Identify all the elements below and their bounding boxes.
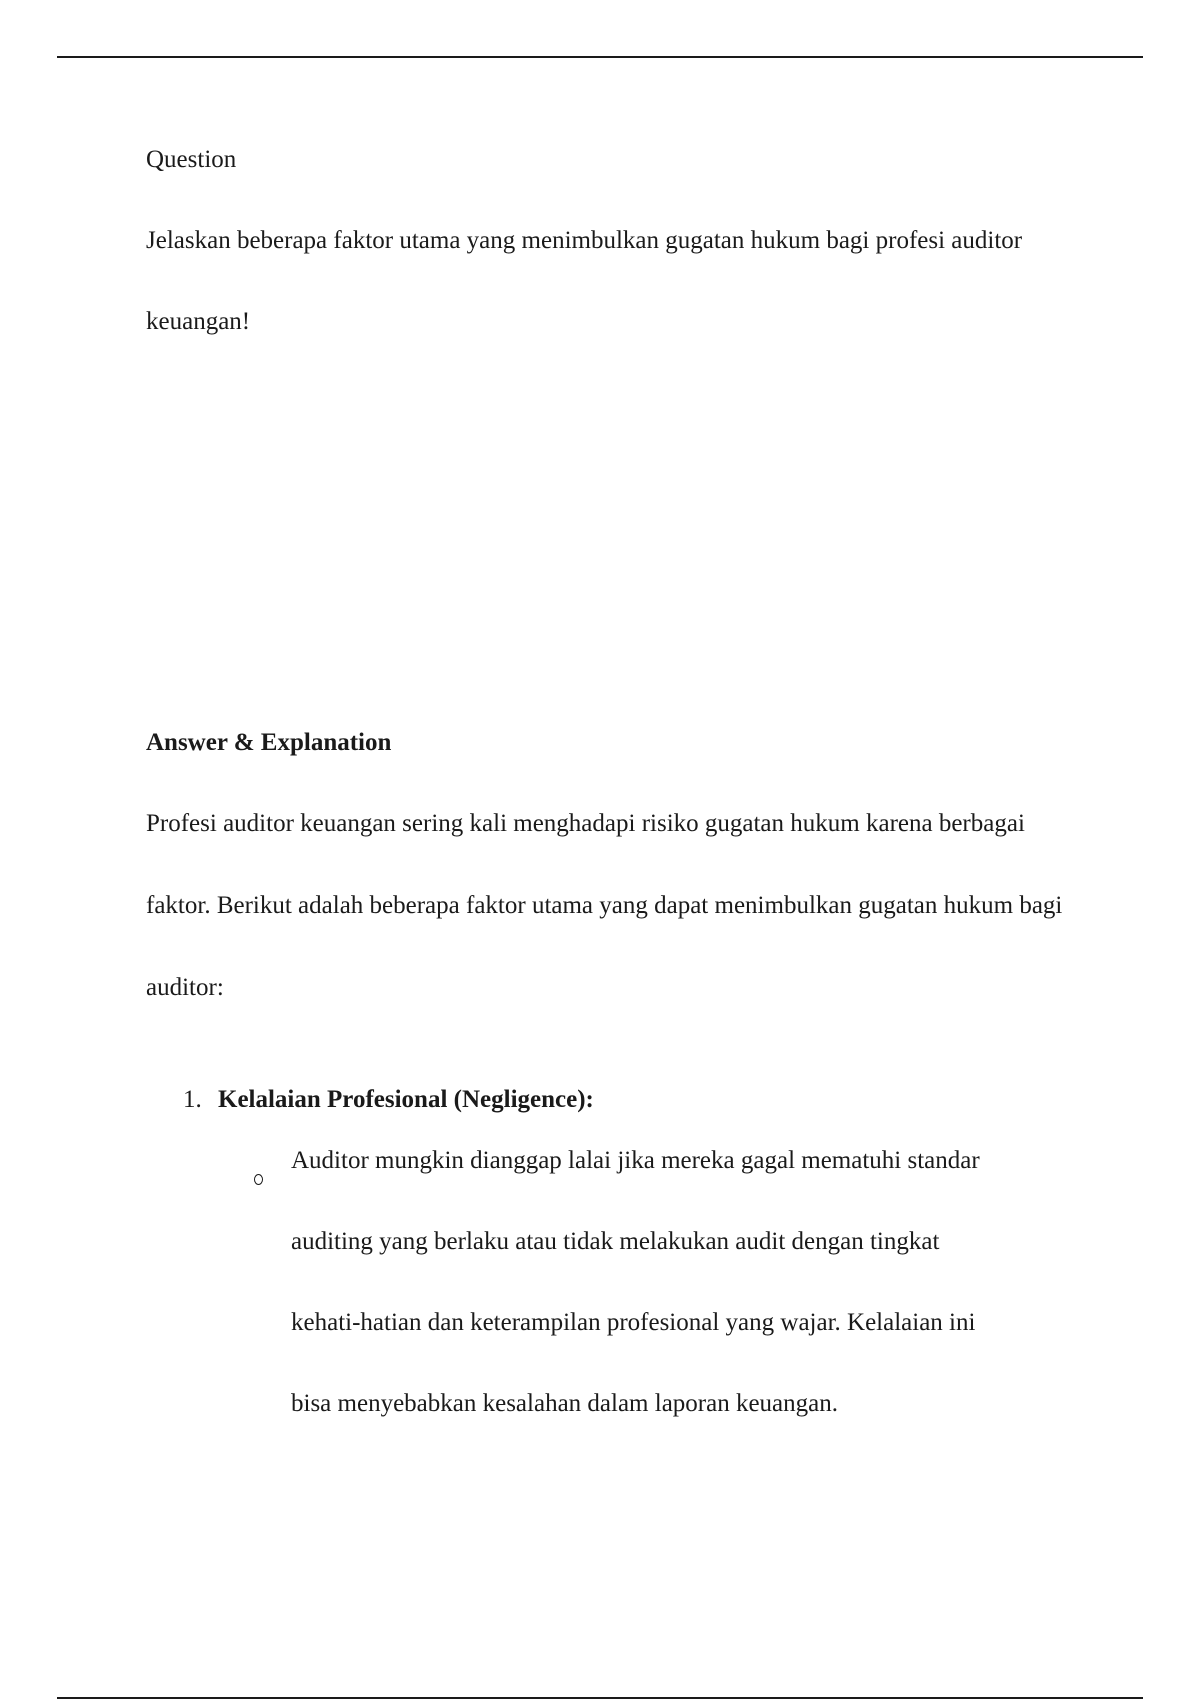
- factor-title: Kelalaian Profesional (Negligence):: [218, 1086, 594, 1113]
- question-label: Question: [146, 146, 237, 173]
- answer-heading: Answer & Explanation: [146, 729, 392, 756]
- question-text: Jelaskan beberapa faktor utama yang menimbulkan gugatan hukum bagi profesi auditor keuangan!: [146, 227, 1023, 335]
- factor-list: [146, 1080, 1066, 1417]
- page-bottom-rule: [57, 1697, 1143, 1699]
- list-item: [146, 1080, 1066, 1417]
- hollow-circle-bullet-icon: [254, 1174, 263, 1185]
- answer-intro: Profesi auditor keuangan sering kali menghadapi risiko gugatan hukum karena berbagai faktor. Berikut adalah beberapa faktor utama yang dapat menimbulkan gugatan hukum bagi auditor:: [146, 810, 1063, 1001]
- factor-point-text: Auditor mungkin dianggap lalai jika mereka gagal mematuhi standar auditing yang berlaku atau tidak melakukan audit dengan tingkat kehati-hatian dan keterampilan profesional yang wajar. Kelalaian ini bisa menyebabkan kesalahan dalam laporan keuangan.: [291, 1147, 980, 1417]
- factor-number: 1.: [183, 1086, 202, 1113]
- factor-title-row: [146, 1080, 1066, 1120]
- page-top-rule: [57, 56, 1143, 58]
